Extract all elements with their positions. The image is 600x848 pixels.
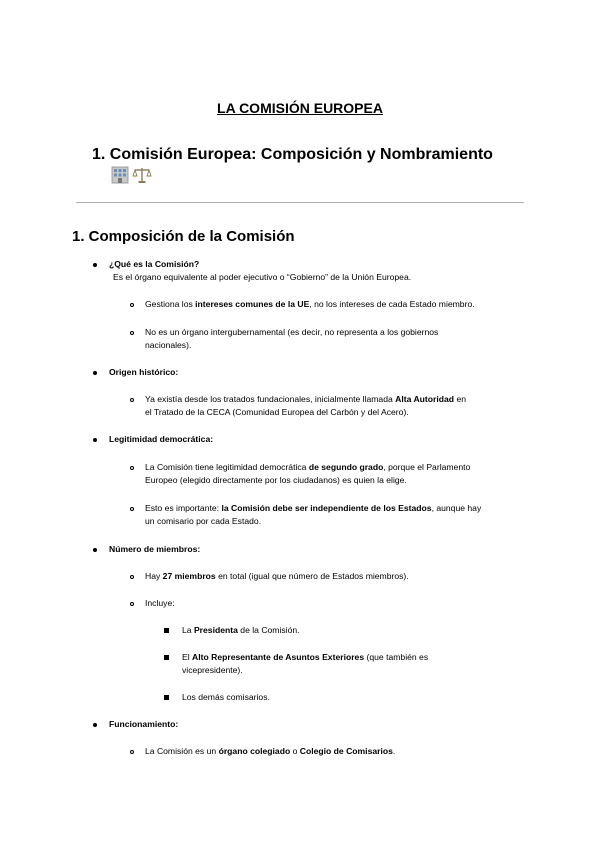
section-heading-1: 1. Comisión Europea: Composición y Nombramiento (92, 146, 493, 163)
text-run: de la Comisión. (237, 625, 300, 635)
list-item-label: Funcionamiento: (109, 719, 179, 729)
heading-icons (110, 166, 152, 184)
text-run: en total (igual que número de Estados miembros). (215, 571, 409, 581)
document-title: LA COMISIÓN EUROPEA (217, 100, 383, 116)
text-run: La Comisión tiene legitimidad democrática (145, 462, 309, 472)
bullet-circle (130, 507, 134, 511)
bullet-circle (130, 331, 134, 335)
text-run-bold: intereses comunes de la UE (195, 299, 310, 309)
bullet-disc (93, 438, 97, 442)
sub-item-text (145, 745, 395, 758)
sub-item-text (145, 393, 466, 406)
bullet-circle (130, 303, 134, 307)
sub-item-text: el Tratado de la CECA (Comunidad Europea del Carbón y del Acero). (145, 407, 409, 417)
sub-item-text: nacionales). (145, 340, 192, 350)
sub-item-text (145, 298, 475, 311)
text-run: o (290, 746, 300, 756)
text-run-bold: Alta Autoridad (395, 394, 455, 404)
text-run-bold: órgano colegiado (218, 746, 291, 756)
sub-sub-item-text: vicepresidente). (182, 665, 243, 675)
text-run: Hay (145, 571, 163, 581)
text-run-bold: Colegio de Comisarios (299, 746, 393, 756)
sub-item-text: No es un órgano intergubernamental (es decir, no representa a los gobiernos (145, 327, 439, 337)
text-run-bold: de segundo grado (308, 462, 384, 472)
bullet-circle (130, 398, 134, 402)
bullet-square (164, 655, 169, 660)
text-run: El (182, 652, 193, 662)
text-run: Ya existía desde los tratados fundacionales, inicialmente llamada (145, 394, 396, 404)
text-run-bold: Alto Representante de Asuntos Exteriores (192, 652, 365, 662)
bullet-circle (130, 602, 134, 606)
text-run: (que también es (364, 652, 429, 662)
list-item-label: Origen histórico: (109, 367, 179, 377)
list-item-text: Es el órgano equivalente al poder ejecutivo o “Gobierno” de la Unión Europea. (113, 272, 412, 282)
office-building-icon (110, 166, 130, 184)
list-item-label: Número de miembros: (109, 544, 201, 554)
sub-item-text: Europeo (elegido directamente por los ciudadanos) es quien la elige. (145, 475, 407, 485)
bullet-disc (93, 371, 97, 375)
text-run: La (182, 625, 194, 635)
sub-sub-item-text: Los demás comisarios. (182, 692, 270, 702)
bullet-disc (93, 723, 97, 727)
balance-scale-icon (132, 166, 152, 184)
text-run: , no los intereses de cada Estado miembro. (309, 299, 475, 309)
list-item-label: ¿Qué es la Comisión? (109, 259, 200, 269)
sub-item-text (145, 570, 409, 583)
sub-item-text (145, 502, 481, 515)
list-item-label: Legitimidad democrática: (109, 434, 214, 444)
text-run: Gestiona los (145, 299, 196, 309)
text-run: Esto es importante: (145, 503, 222, 513)
horizontal-divider (76, 202, 524, 203)
text-run: , aunque hay (431, 503, 482, 513)
bullet-square (164, 695, 169, 700)
bullet-disc (93, 263, 97, 267)
bullet-square (164, 628, 169, 633)
bullet-circle (130, 575, 134, 579)
text-run: , porque el Parlamento (383, 462, 471, 472)
text-run-bold: 27 miembros (162, 571, 216, 581)
sub-sub-item-text (182, 624, 300, 637)
bullet-circle (130, 750, 134, 754)
sub-item-text: un comisario por cada Estado. (145, 516, 262, 526)
section-heading-2: 1. Composición de la Comisión (72, 228, 295, 245)
text-run-bold: la Comisión debe ser independiente de los Estados (221, 503, 432, 513)
bullet-disc (93, 548, 97, 552)
sub-sub-item-text (182, 651, 428, 664)
text-run: . (392, 746, 396, 756)
sub-item-text (145, 461, 470, 474)
text-run-bold: Presidenta (193, 625, 238, 635)
sub-item-text: Incluye: (145, 598, 175, 608)
text-run: en (454, 394, 467, 404)
text-run: La Comisión es un (145, 746, 219, 756)
bullet-circle (130, 466, 134, 470)
